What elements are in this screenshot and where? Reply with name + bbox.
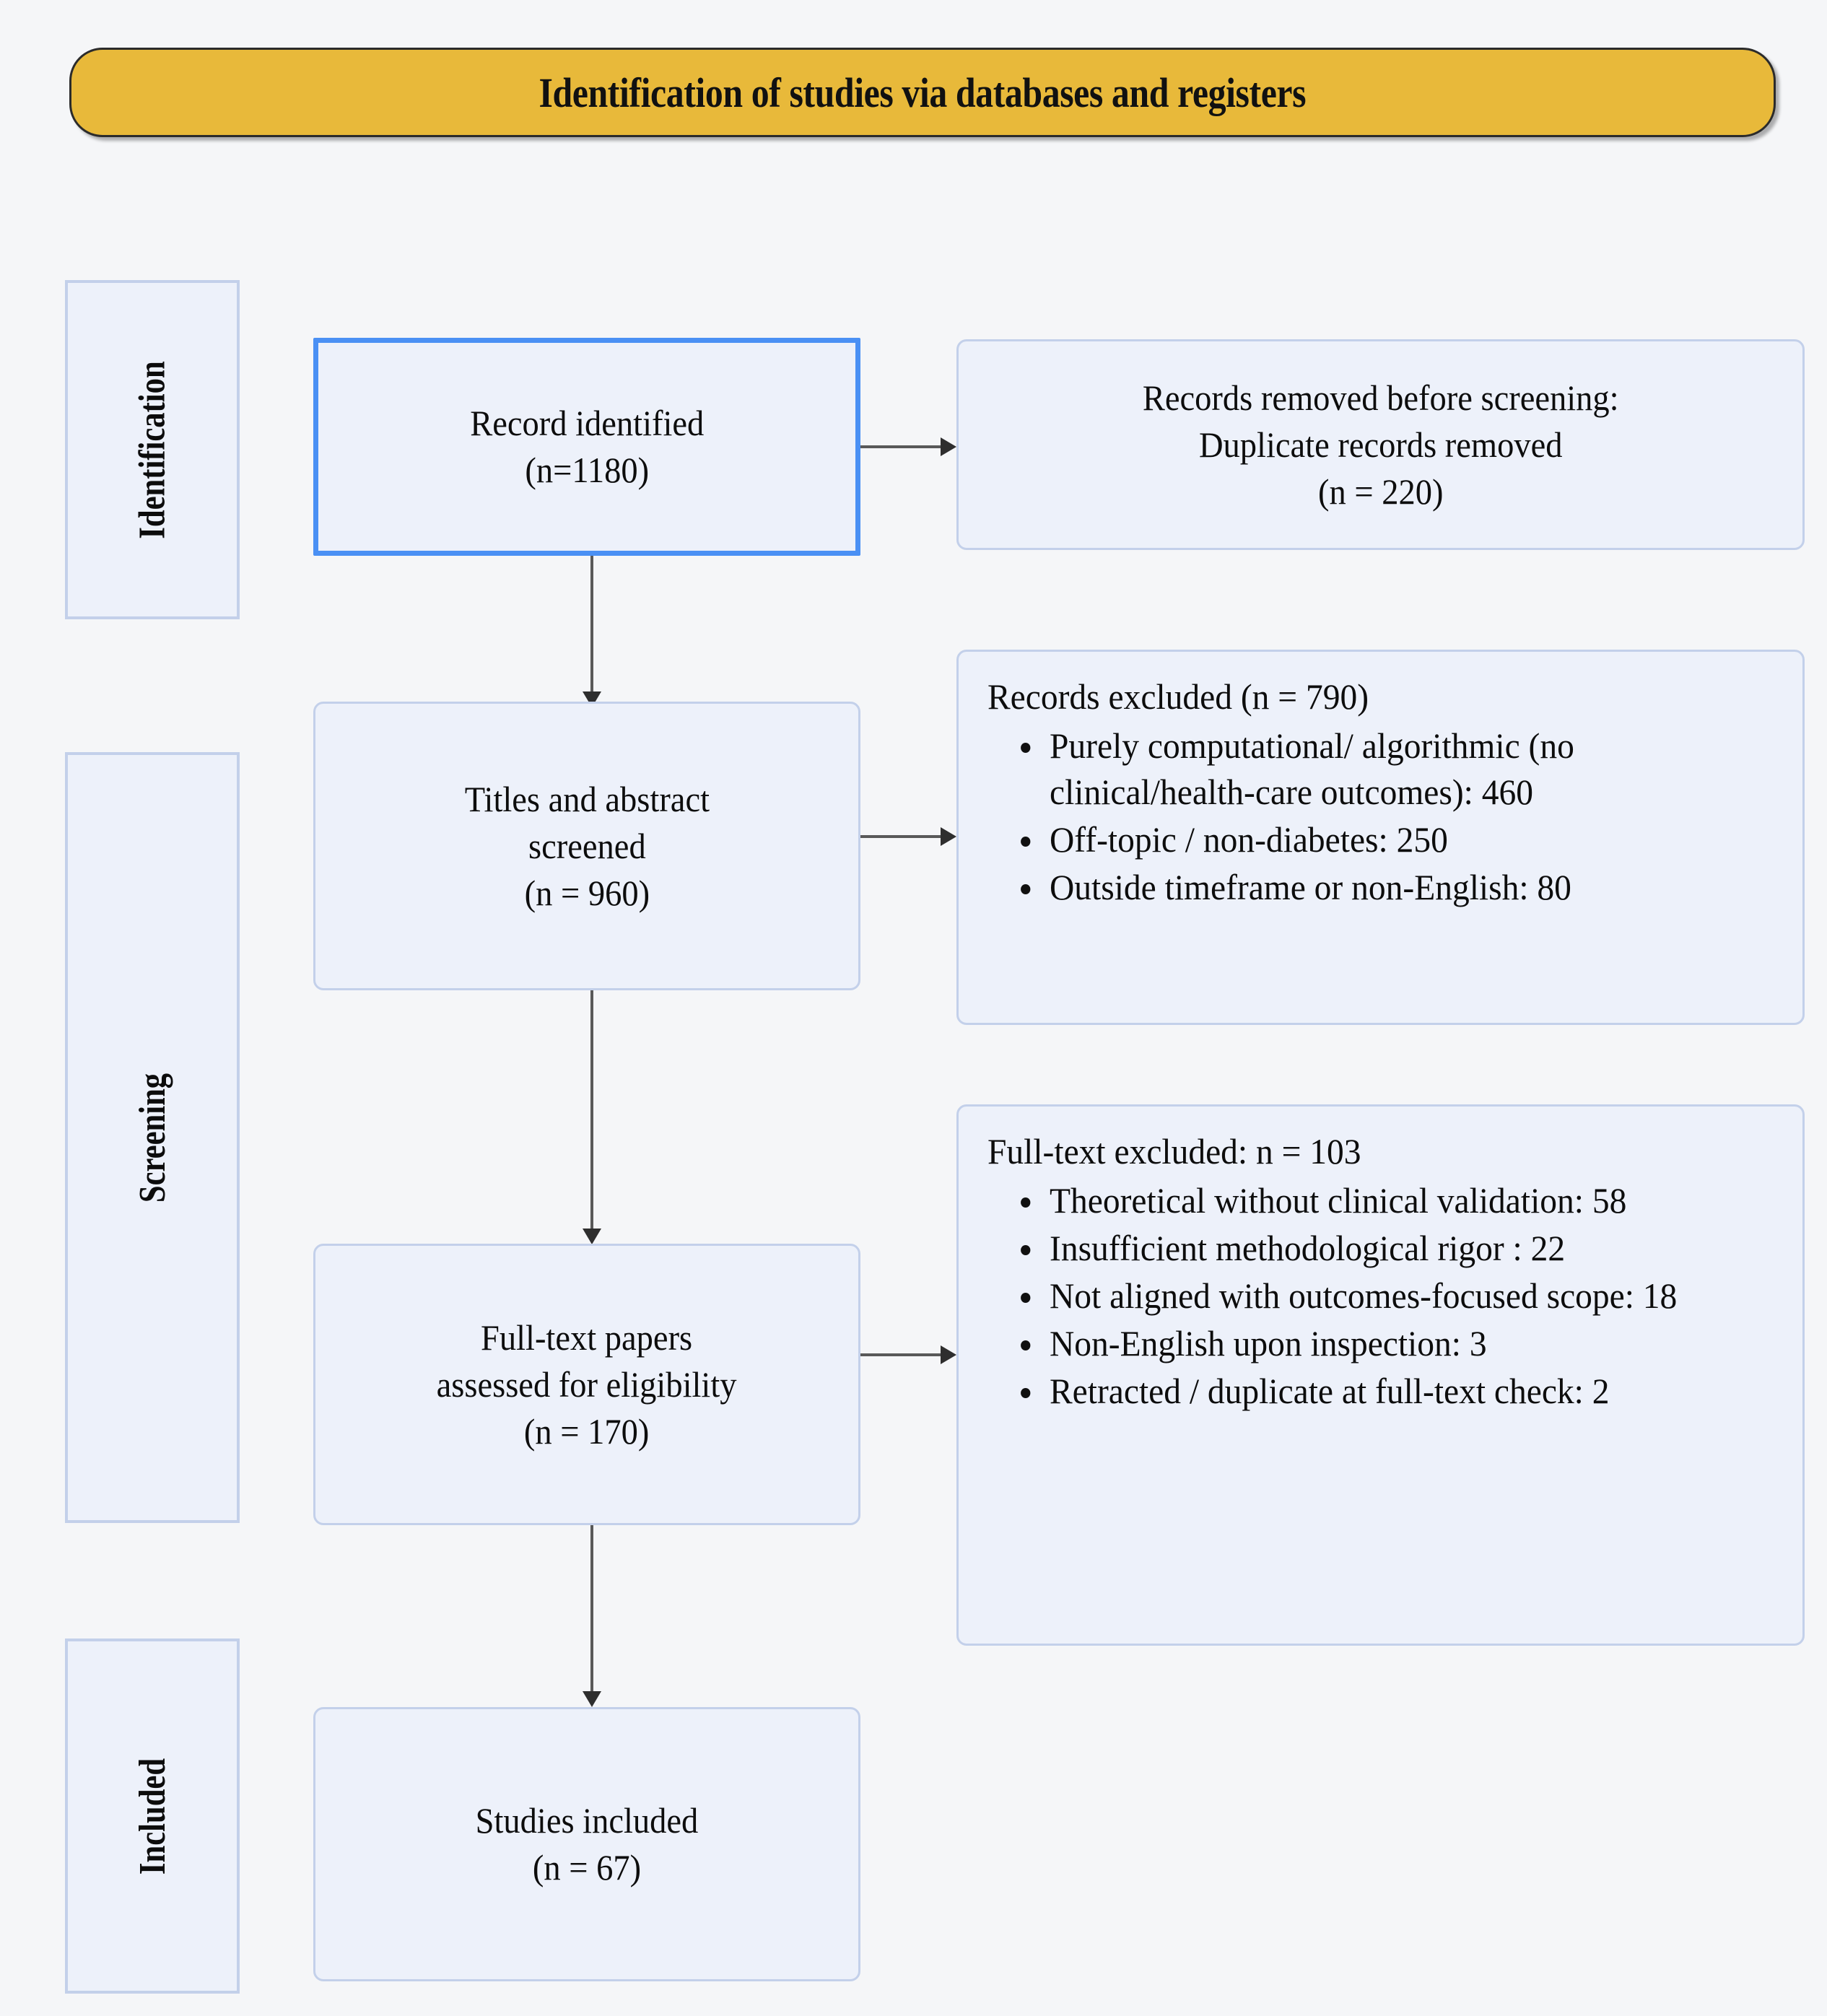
connector-fulltext-to-included <box>590 1525 593 1698</box>
box-studies-included <box>313 1707 860 1981</box>
box-titles-abstract-screened <box>313 702 860 990</box>
duplicates-removed-line-3: (n = 220) <box>1317 471 1444 512</box>
diagram-header-banner <box>69 48 1776 137</box>
records-excluded-content <box>959 652 1802 929</box>
titles-screened-line-2: screened <box>528 825 646 866</box>
stage-label-identification-text: Identification <box>131 360 173 539</box>
fulltext-assessed-line-2: assessed for eligibility <box>437 1363 737 1405</box>
connector-fulltext-to-excluded <box>860 1353 947 1356</box>
diagram-title: Identification of studies via databases and registers <box>538 69 1307 116</box>
arrowhead-fulltext-to-included <box>583 1691 601 1707</box>
connector-screened-to-fulltext <box>590 990 593 1236</box>
arrowhead-screened-to-fulltext <box>583 1229 601 1244</box>
fulltext-assessed-line-1: Full-text papers <box>481 1317 693 1358</box>
fulltext-excluded-item: Insufficient methodological rigor : 22 <box>1050 1225 1740 1271</box>
arrowhead-fulltext-to-excluded <box>941 1345 956 1364</box>
fulltext-excluded-item: Theoretical without clinical validation: 58 <box>1050 1177 1740 1223</box>
stage-label-screening <box>65 752 240 1523</box>
fulltext-excluded-item: Retracted / duplicate at full-text check: 2 <box>1050 1368 1740 1414</box>
fulltext-excluded-item: Not aligned with outcomes-focused scope: 18 <box>1050 1273 1740 1319</box>
studies-included-line-2: (n = 67) <box>532 1847 642 1888</box>
records-excluded-item: Outside timeframe or non-English: 80 <box>1050 864 1740 910</box>
box-fulltext-assessed <box>313 1244 860 1525</box>
stage-label-identification <box>65 280 240 619</box>
stage-label-screening-text: Screening <box>131 1073 173 1203</box>
records-identified-line-2: (n=1180) <box>525 450 649 490</box>
records-excluded-item: Purely computational/ algorithmic (no clinical/health-care outcomes): 460 <box>1050 723 1740 815</box>
titles-screened-line-1: Titles and abstract <box>464 778 710 819</box>
box-records-excluded <box>956 650 1805 1025</box>
fulltext-excluded-item: Non-English upon inspection: 3 <box>1050 1320 1740 1366</box>
records-excluded-item: Off-topic / non-diabetes: 250 <box>1050 816 1740 863</box>
box-fulltext-assessed-text <box>437 1314 737 1455</box>
fulltext-assessed-line-3: (n = 170) <box>524 1410 650 1452</box>
box-records-identified <box>313 338 860 556</box>
stage-label-included <box>65 1638 240 1994</box>
box-duplicates-removed-text <box>1143 375 1619 515</box>
connector-identified-to-duplicates <box>860 445 947 448</box>
connector-screened-to-excluded <box>860 835 947 838</box>
records-excluded-list <box>987 723 1776 910</box>
fulltext-excluded-heading: Full-text excluded: n = 103 <box>987 1131 1361 1171</box>
records-excluded-heading: Records excluded (n = 790) <box>987 676 1369 717</box>
duplicates-removed-line-1: Records removed before screening: <box>1142 377 1619 418</box>
box-studies-included-text <box>476 1797 699 1891</box>
fulltext-excluded-list <box>987 1177 1776 1414</box>
box-records-identified-text <box>470 400 704 494</box>
box-duplicates-removed <box>956 339 1805 550</box>
stage-label-included-text: Included <box>131 1758 173 1875</box>
arrowhead-identified-to-duplicates <box>941 437 956 456</box>
records-identified-line-1: Record identified <box>469 403 705 443</box>
box-fulltext-excluded <box>956 1104 1805 1646</box>
arrowhead-screened-to-excluded <box>941 827 956 846</box>
box-titles-abstract-screened-text <box>464 776 709 917</box>
titles-screened-line-3: (n = 960) <box>524 872 650 913</box>
duplicates-removed-line-2: Duplicate records removed <box>1198 424 1563 465</box>
studies-included-line-1: Studies included <box>475 1800 699 1841</box>
connector-identified-to-screened <box>590 556 593 699</box>
fulltext-excluded-content <box>959 1107 1802 1433</box>
